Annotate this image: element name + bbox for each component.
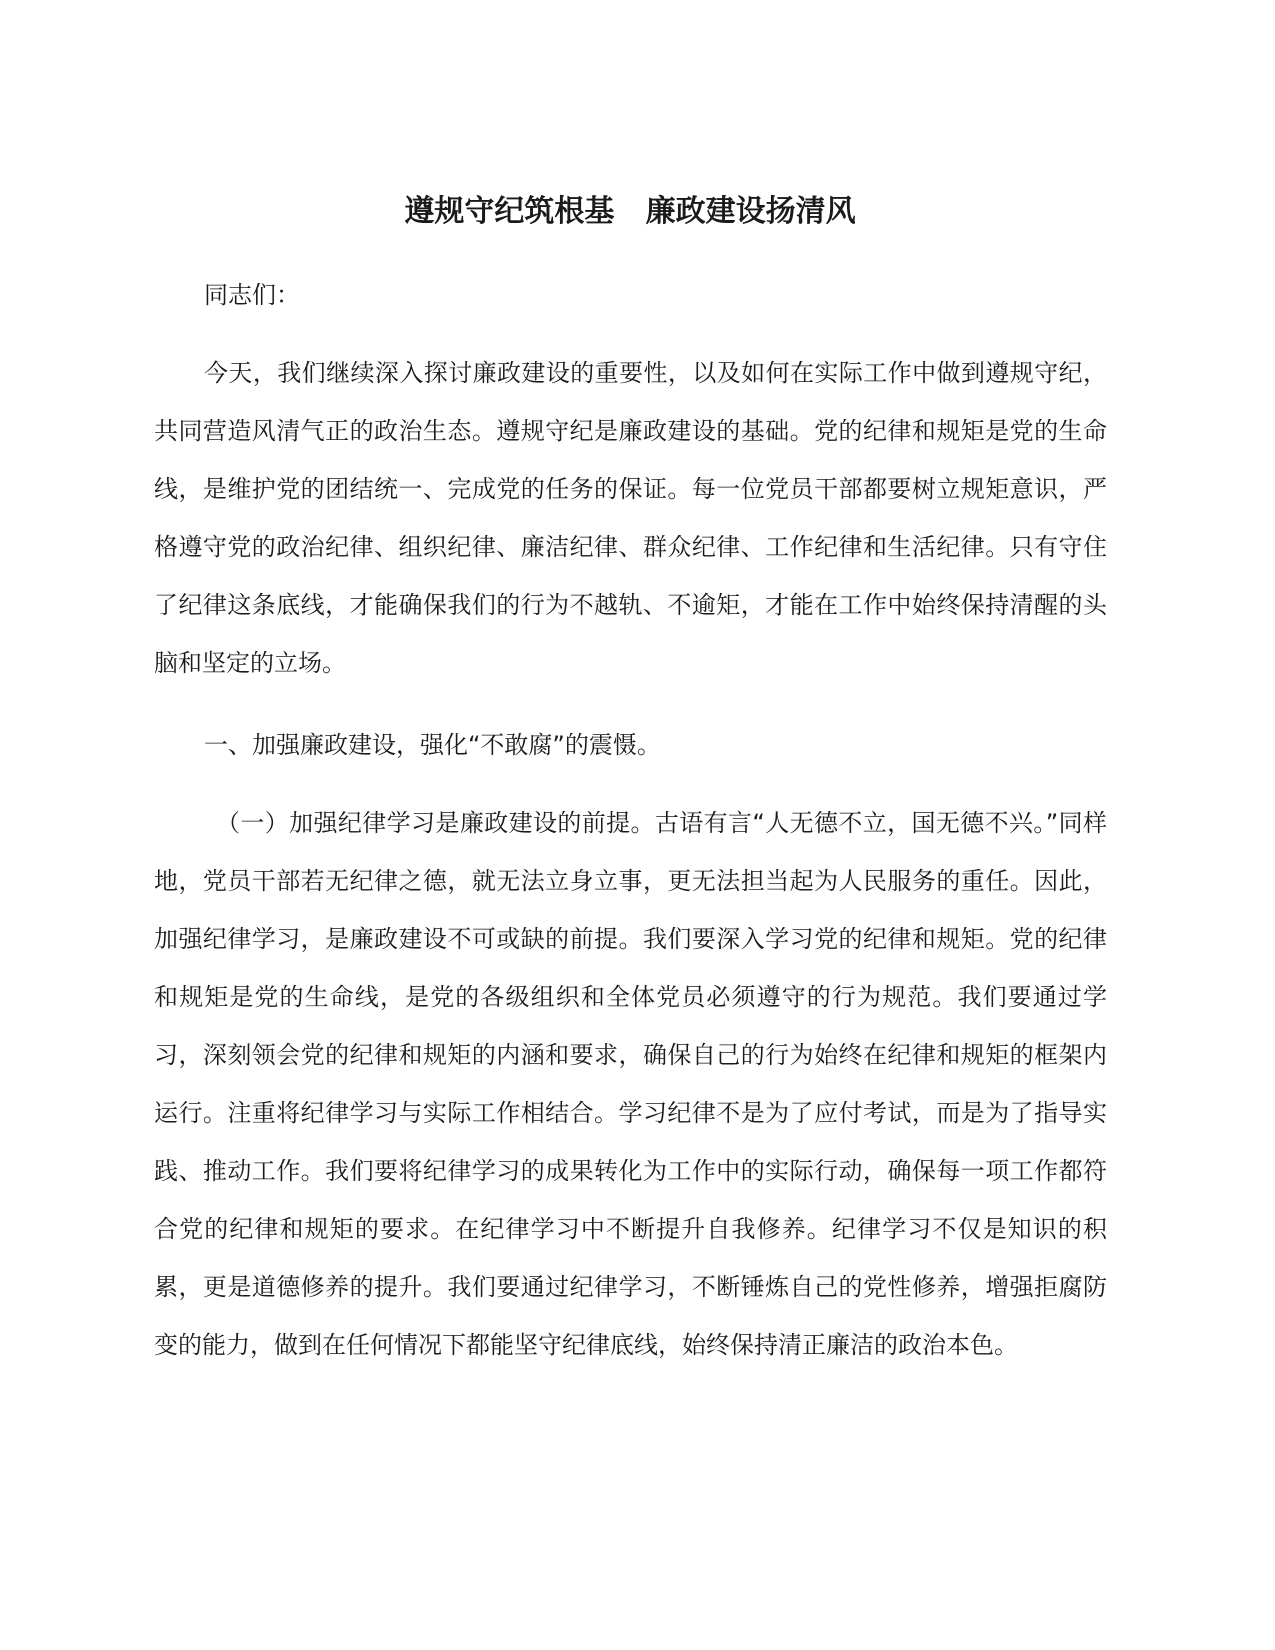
- salutation: 同志们：: [204, 281, 300, 309]
- paragraph-1: 今天，我们继续深入探讨廉政建设的重要性，以及如何在实际工作中做到遵规守纪，共同营造风清气正的政治生态。遵规守纪是廉政建设的基础。党的纪律和规矩是党的生命线，是维护党的团结统一、完成党的任务的保证。每一位党员干部都要树立规矩意识，严格遵守党的政治纪律、组织纪律、廉洁纪律、群众纪律、工作纪律和生活纪律。只有守住了纪律这条底线，才能确保我们的行为不越轨、不逾矩，才能在工作中始终保持清醒的头脑和坚定的立场。: [154, 359, 1107, 677]
- section-heading-1: 一、加强廉政建设，强化“不敢腐”的震慑。: [204, 731, 661, 759]
- paragraph-2: （一）加强纪律学习是廉政建设的前提。古语有言“人无德不立，国无德不兴。”同样地，党员干部若无纪律之德，就无法立身立事，更无法担当起为人民服务的重任。因此，加强纪律学习，是廉政建设不可或缺的前提。我们要深入学习党的纪律和规矩。党的纪律和规矩是党的生命线，是党的各级组织和全体党员必须遵守的行为规范。我们要通过学习，深刻领会党的纪律和规矩的内涵和要求，确保自己的行为始终在纪律和规矩的框架内运行。注重将纪律学习与实际工作相结合。学习纪律不是为了应付考试，而是为了指导实践、推动工作。我们要将纪律学习的成果转化为工作中的实际行动，确保每一项工作都符合党的纪律和规矩的要求。在纪律学习中不断提升自我修养。纪律学习不仅是知识的积累，更是道德修养的提升。我们要通过纪律学习，不断锤炼自己的党性修养，增强拒腐防变的能力，做到在任何情况下都能坚守纪律底线，始终保持清正廉洁的政治本色。: [154, 809, 1107, 1359]
- document-title: 遵规守纪筑根基 廉政建设扬清风: [404, 194, 856, 229]
